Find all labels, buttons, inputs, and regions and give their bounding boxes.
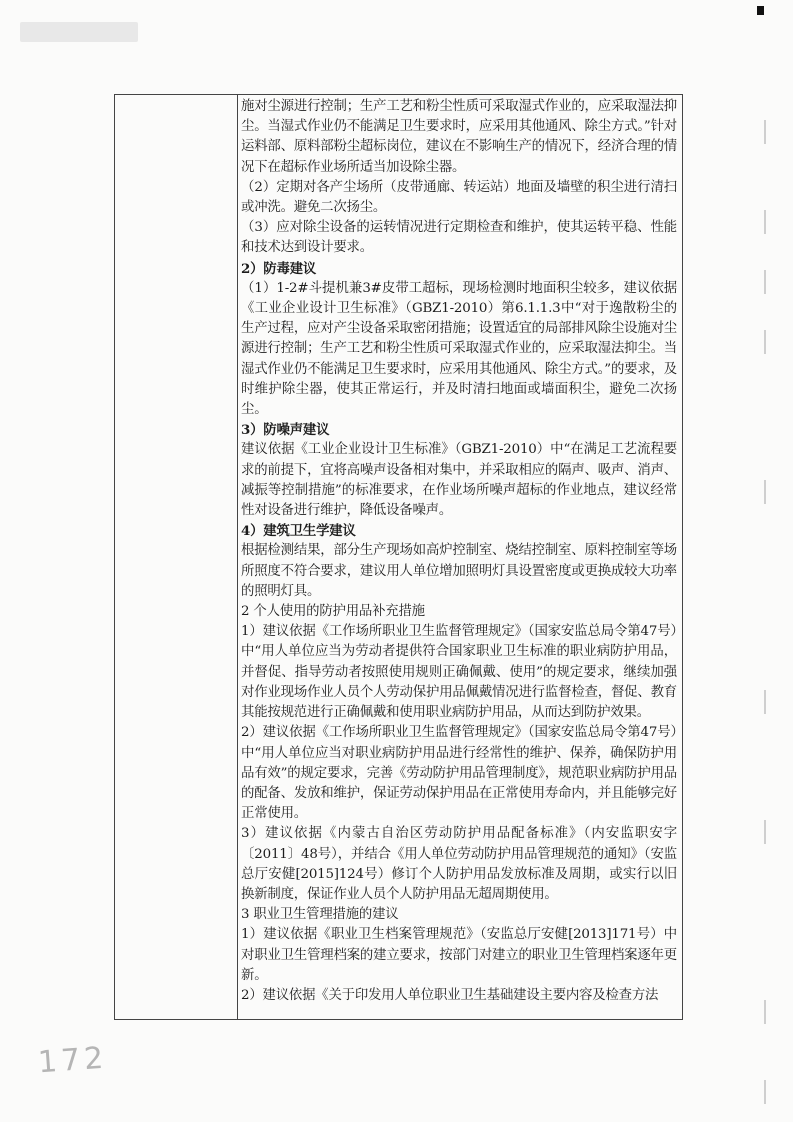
body-paragraph: 根据检测结果，部分生产现场如高炉控制室、烧结控制室、原料控制室等场所照度不符合要求，建议用人单位增加照明灯具设置密度或更换成较大功率的照明灯具。 xyxy=(241,543,677,599)
binding-edge-mark xyxy=(764,820,771,844)
binding-edge-mark xyxy=(764,480,771,504)
body-paragraph: （1）1-2#斗提机兼3#皮带工超标，现场检测时地面积尘较多，建议依据《工业企业设计卫生标准》（GBZ1-2010）第6.1.1.3中“对于逸散粉尘的生产过程，应对产尘设备采取密闭措施；设置适宜的局部排风除尘设施对尘源进行控制；生产工艺和粉尘性质可采取湿式作业的，应采取湿法抑尘。当湿式作业仍不能满足卫生要求时，应采用其他通风、除尘方式。”的要求，及时维护除尘器，使其正常运行，并及时清扫地面或墙面积尘，避免二次扬尘。 xyxy=(241,280,677,418)
body-paragraph: 3 职业卫生管理措施的建议 xyxy=(241,907,399,923)
body-paragraph: 2）建议依据《工作场所职业卫生监督管理规定》（国家安监总局令第47号）中“用人单位应当对职业病防护用品进行经常性的维护、保养，确保防护用品有效”的规定要求，完善《劳动防护用品管理制度》，规范职业病防护用品的配备、发放和维护，保证劳动保护用品在正常使用寿命内，并且能够完好正常使用。 xyxy=(241,725,677,822)
table-left-column xyxy=(115,95,238,1019)
table-content-cell xyxy=(238,97,682,1019)
binding-edge-mark xyxy=(764,1080,771,1104)
body-paragraph: 2 个人使用的防护用品补充措施 xyxy=(241,604,425,620)
binding-edge-mark xyxy=(764,690,771,714)
body-paragraph: 3）建议依据《内蒙古自治区劳动防护用品配备标准》（内安监职安字〔2011〕48号），并结合《用人单位劳动防护用品管理规范的通知》（安监总厅安健[2015]124号）修订个人防护用品发放标准及周期，或实行以旧换新制度，保证作业人员个人防护用品无超周期使用。 xyxy=(241,826,677,902)
section-heading: 2）防毒建议 xyxy=(241,260,317,277)
handwritten-page-number: 172 xyxy=(36,1040,109,1081)
binding-edge-mark xyxy=(764,330,771,354)
binding-edge-mark xyxy=(764,120,771,144)
body-paragraph: 1）建议依据《职业卫生档案管理规范》（安监总厅安健[2013]171号）中对职业卫生管理档案的建立要求，按部门对建立的职业卫生管理档案逐年更新。 xyxy=(241,927,677,983)
section-heading: 4）建筑卫生学建议 xyxy=(241,523,356,540)
body-paragraph: （3）应对除尘设备的运转情况进行定期检查和维护，使其运转平稳、性能和技术达到设计要求。 xyxy=(241,220,677,256)
body-paragraph: 施对尘源进行控制；生产工艺和粉尘性质可采取湿式作业的，应采取湿法抑尘。当湿式作业仍不能满足卫生要求时，应采用其他通风、除尘方式。”针对运料部、原料部粉尘超标岗位，建议在不影响生产的情况下，经济合理的情况下在超标作业场所适当加设除尘器。 xyxy=(241,99,677,175)
section-heading: 3）防噪声建议 xyxy=(241,422,330,439)
corner-registration-mark xyxy=(757,6,764,15)
body-paragraph: （2）定期对各产尘场所（皮带通廊、转运站）地面及墙壁的积尘进行清扫或冲洗。避免二次扬尘。 xyxy=(241,179,677,216)
body-paragraph: 建议依据《工业企业设计卫生标准》（GBZ1-2010）中“在满足工艺流程要求的前提下，宜将高噪声设备相对集中，并采取相应的隔声、吸声、消声、减振等控制措施”的标准要求，在作业场所噪声超标的作业地点，建议经常性对设备进行维护，降低设备噪声。 xyxy=(241,442,677,519)
body-paragraph: 2）建议依据《关于印发用人单位职业卫生基础建设主要内容及检查方法 xyxy=(241,987,659,1003)
binding-edge-mark xyxy=(764,270,771,294)
content-table xyxy=(114,94,683,1020)
binding-edge-mark xyxy=(764,210,771,234)
binding-edge-mark xyxy=(764,1000,771,1024)
body-paragraph: 1）建议依据《工作场所职业卫生监督管理规定》（国家安监总局令第47号）中“用人单位应当为劳动者提供符合国家职业卫生标准的职业病防护用品，并督促、指导劳动者按照使用规则正确佩戴、使用”的规定要求，继续加强对作业现场作业人员个人劳动保护用品佩戴情况进行监督检查，督促、教育其能按规范进行正确佩戴和使用职业病防护用品，从而达到防护效果。 xyxy=(241,624,677,721)
page-header-stamp xyxy=(20,22,138,42)
